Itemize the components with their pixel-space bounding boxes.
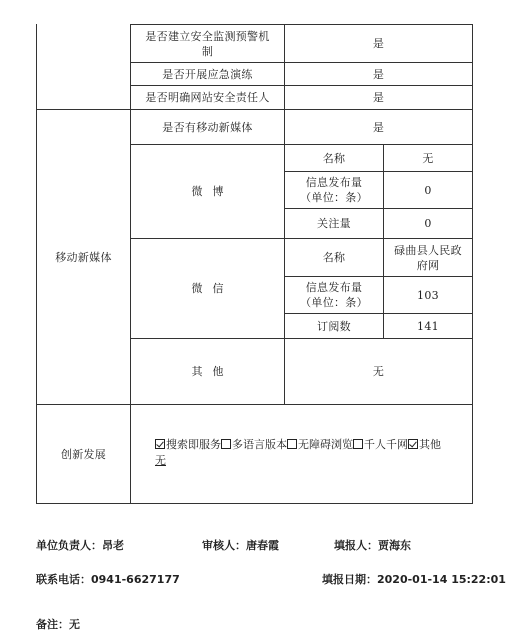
footer-reviewer: 审核人：唐春霞: [202, 539, 279, 552]
row-label-responsible: 是否明确网站安全责任人: [145, 91, 270, 104]
other-label: 其他: [191, 365, 234, 378]
checkbox-checked-icon[interactable]: [155, 439, 165, 449]
wechat-posts-label: 信息发布量（单位：条）: [300, 281, 368, 309]
weibo-follow-label: 关注量: [317, 217, 351, 230]
row-label-drill: 是否开展应急演练: [162, 67, 253, 81]
option-search-service[interactable]: 搜索即服务: [155, 438, 221, 451]
row-value-responsible: 是: [372, 91, 385, 104]
row-label-monitoring: 是否建立安全监测预警机制: [145, 29, 270, 58]
weibo-posts-label: 信息发布量（单位：条）: [300, 176, 368, 204]
option-accessibility[interactable]: 无障碍浏览: [287, 438, 353, 451]
option-other[interactable]: 其他: [408, 438, 441, 451]
wechat-name-label: 名称: [322, 251, 346, 264]
footer-phone: 联系电话：0941-6627177: [36, 573, 180, 586]
wechat-posts-value: 103: [417, 288, 439, 302]
wechat-name-value: 碌曲县人民政府网: [394, 243, 462, 272]
has-mobile-label: 是否有移动新媒体: [162, 120, 253, 134]
checkbox-unchecked-icon[interactable]: [353, 439, 363, 449]
weibo-label: 微博: [191, 185, 234, 198]
section-label-mobile: 移动新媒体: [55, 250, 112, 264]
weibo-name-label: 名称: [322, 151, 346, 165]
row-value-drill: 是: [372, 67, 385, 81]
weibo-follow-value: 0: [424, 217, 432, 230]
footer-owner: 单位负责人：昂老: [36, 539, 124, 552]
checkbox-unchecked-icon[interactable]: [221, 439, 231, 449]
weibo-posts-value: 0: [424, 183, 432, 197]
innovation-other-text: 无: [155, 454, 166, 467]
footer-date: 填报日期：2020-01-14 15:22:01: [322, 573, 506, 586]
weibo-name-value: 无: [422, 151, 434, 165]
wechat-label: 微信: [191, 282, 234, 295]
innovation-options: [155, 437, 441, 469]
footer-note: 备注：无: [36, 618, 80, 631]
other-value: 无: [372, 365, 385, 378]
option-multilingual[interactable]: 多语言版本: [221, 438, 287, 451]
footer-filler: 填报人：贾海东: [334, 539, 411, 552]
checkbox-checked-icon[interactable]: [408, 439, 418, 449]
row-value-monitoring: 是: [372, 37, 385, 50]
has-mobile-value: 是: [372, 120, 385, 134]
innovation-label: 创新发展: [60, 447, 107, 461]
option-personalized[interactable]: 千人千网: [353, 438, 408, 451]
wechat-subs-label: 订阅数: [317, 319, 351, 333]
wechat-subs-value: 141: [417, 319, 439, 333]
checkbox-unchecked-icon[interactable]: [287, 439, 297, 449]
